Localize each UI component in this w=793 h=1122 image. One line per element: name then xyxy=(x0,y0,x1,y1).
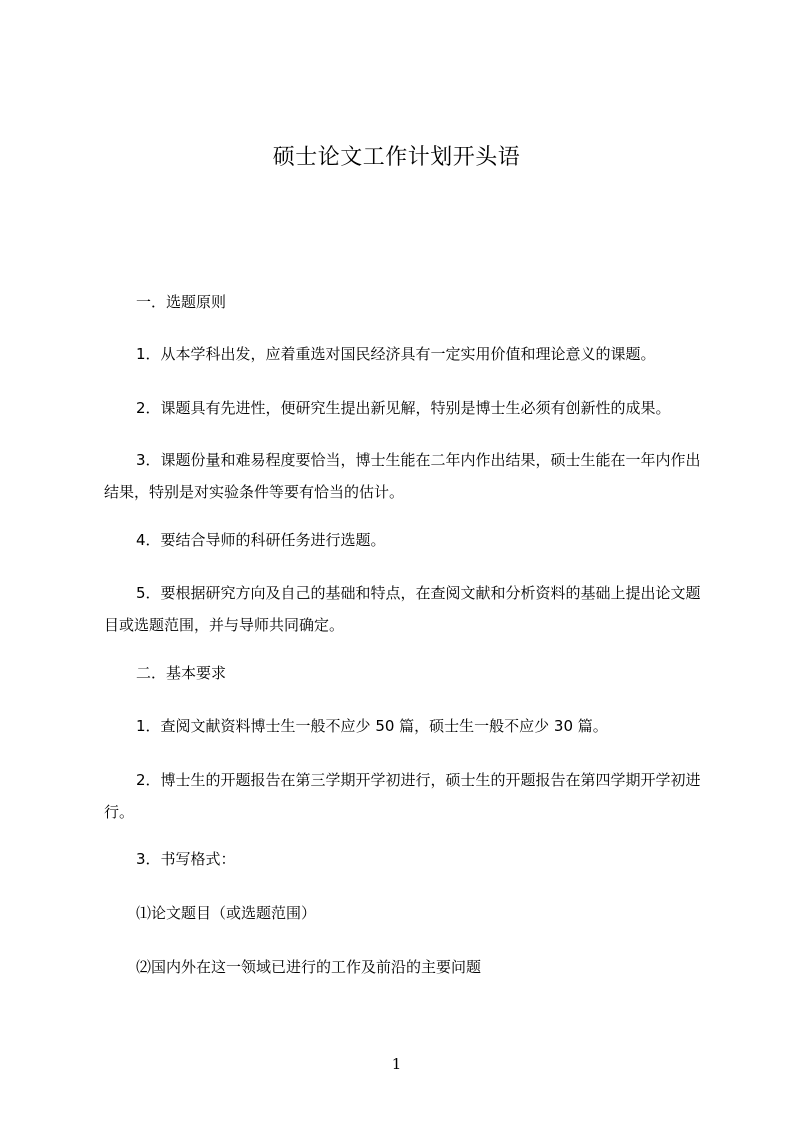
document-title: 硕士论文工作计划开头语 xyxy=(272,145,521,170)
paragraph-requirement-3 xyxy=(104,843,714,875)
paragraph-text: 4．要结合导师的科研任务进行选题。 xyxy=(136,531,386,549)
section-heading-text: 一．选题原则 xyxy=(136,293,227,311)
paragraph-format-item-2 xyxy=(104,951,714,983)
paragraph-principle-1 xyxy=(104,338,714,370)
paragraph-text: ⑴论文题目（或选题范围） xyxy=(136,904,317,922)
paragraph-principle-3 xyxy=(104,444,714,508)
section-heading-text: 二．基本要求 xyxy=(136,664,227,682)
paragraph-principle-4 xyxy=(104,524,714,556)
paragraph-text: 3．课题份量和难易程度要恰当，博士生能在二年内作出结果，硕士生能在一年内作出结果，特别是对实验条件等要有恰当的估计。 xyxy=(104,451,701,501)
section-heading-basic-requirements xyxy=(104,657,714,689)
paragraph-principle-2 xyxy=(104,392,714,424)
paragraph-text: 3．书写格式： xyxy=(136,850,236,868)
paragraph-text: 5．要根据研究方向及自己的基础和特点，在查阅文献和分析资料的基础上提出论文题目或选题范围，并与导师共同确定。 xyxy=(104,584,701,634)
paragraph-text: ⑵国内外在这一领域已进行的工作及前沿的主要问题 xyxy=(136,958,482,976)
paragraph-text: 2．博士生的开题报告在第三学期开学初进行，硕士生的开题报告在第四学期开学初进行。 xyxy=(104,771,701,821)
paragraph-principle-5 xyxy=(104,577,714,641)
paragraph-format-item-1 xyxy=(104,897,714,929)
section-heading-selection-principles xyxy=(104,286,714,318)
page-number: 1 xyxy=(391,1055,402,1073)
paragraph-text: 2．课题具有先进性，便研究生提出新见解，特别是博士生必须有创新性的成果。 xyxy=(136,399,671,417)
paragraph-text: 1．从本学科出发，应着重选对国民经济具有一定实用价值和理论意义的课题。 xyxy=(136,345,656,363)
paragraph-requirement-1 xyxy=(104,710,714,742)
paragraph-requirement-2 xyxy=(104,764,714,828)
paragraph-text: 1．查阅文献资料博士生一般不应少 50 篇，硕士生一般不应少 30 篇。 xyxy=(136,717,608,735)
